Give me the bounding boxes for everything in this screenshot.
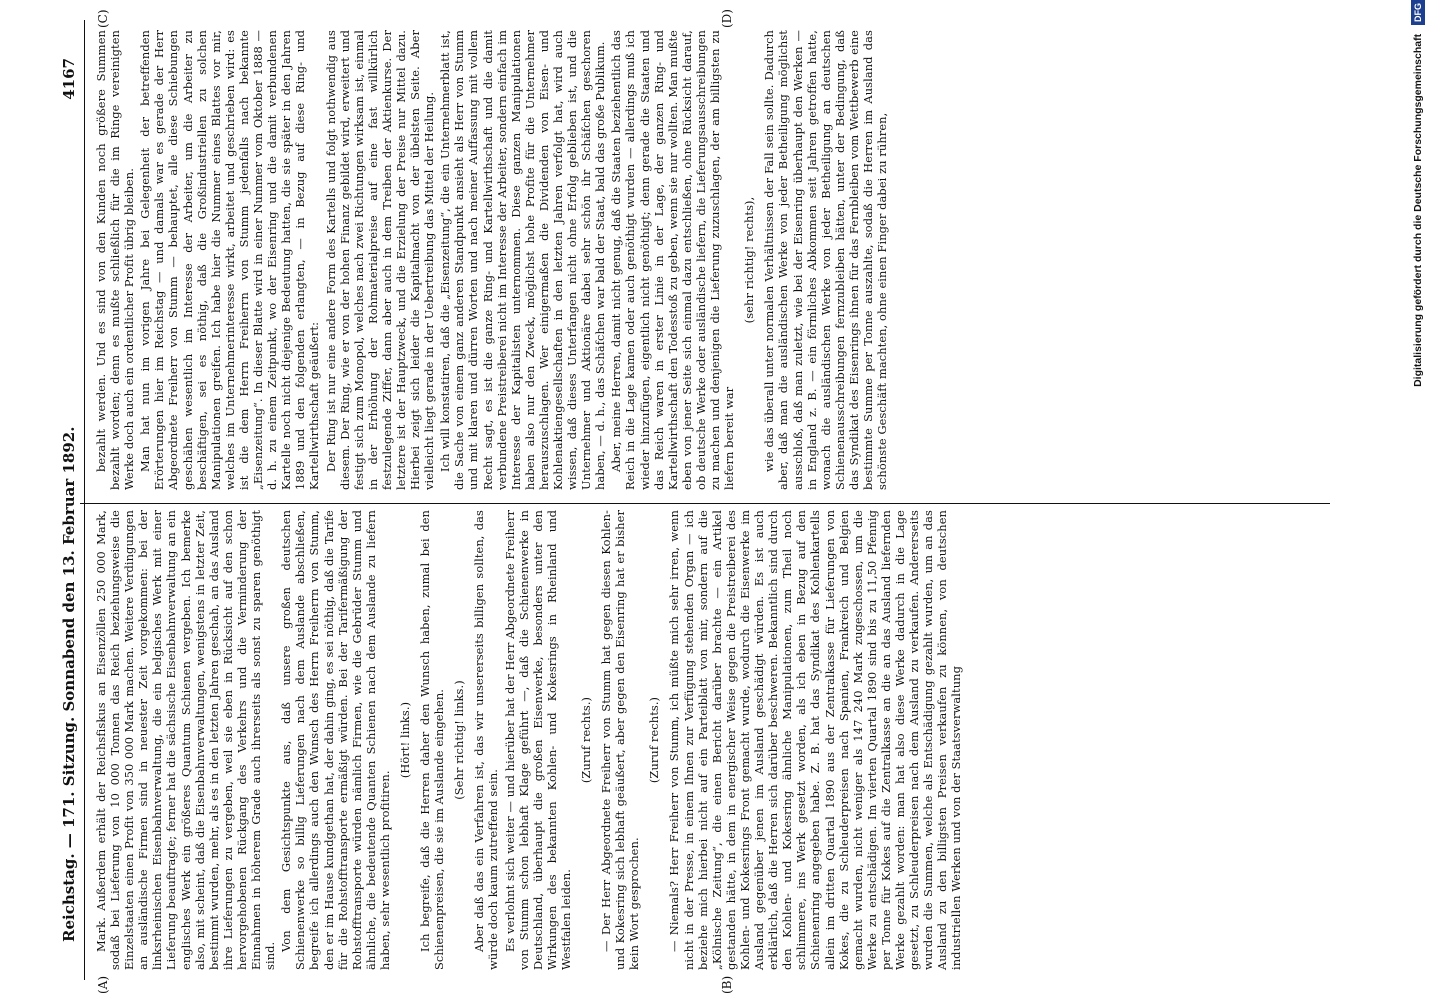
paragraph: Ich will konstatiren, daß die „Eisenzeitung“, die ein Unternehmerblatt ist, die Sache von einem ganz anderen Standpunkt ansieht als Herr von Stumm und mit klaren und dürren Worten und nach meiner Auffassung mit vollem Recht sagt, es ist die ganze Ring- und Kartellwirthschaft und die damit verbundene Preistreiberei nicht im Interesse der Arbeiter, sondern einfach im Interesse der Kapitalisten unternommen. Diese ganzen Manipulationen haben also nur den Zweck, möglichst hohe Profite für die Unternehmer herauszuschlagen. Wer einigermaßen die Dividenden von Eisen- und Kohlenaktiengesellschaften in den letzten Jahren verfolgt hat, wird auch wissen, daß dieses Unterfangen nicht ohne Erfolg geblieben ist, und die Unternehmer und Aktionäre dabei sehr schön ihr Schäfchen geschoren haben, — d. h., das Schäfchen war bald der Staat, bald das große Publikum.	[438, 30, 608, 490]
interjection: (Hört! links.)	[397, 701, 412, 779]
interjection: (sehr richtig! rechts),	[742, 196, 757, 324]
paragraph: Aber, meine Herren, damit nicht genug, daß die Staaten beziehentlich das Reich in die Lage kamen oder auch genöthigt wurden — allerdings muß ich wieder hinzufügen, eigentlich nicht genöthigt; denn gerade die Staaten und das Reich waren in erster Linie in der Lage, der ganzen Ring- und Kartellwirthschaft den Todesstoß zu geben, wenn sie nur wollten. Man mußte eben von jener Seite sich einmal dazu entschließen, ohne Rücksicht darauf, ob deutsche Werke oder ausländische liefern, die Lieferungsausschreibungen zu machen und denjenigen die Lieferung zuzuschlagen, der am billigsten zu liefern bereit war	[609, 30, 737, 490]
paragraph: Man hat nun im vorigen Jahre bei Gelegenheit der betreffenden Erörterungen hier im Reichstag — und damals war es gerade der Herr Abgeordnete Freiherr von Stumm — behauptet, alle diese Schiebungen geschähen wesentlich im Interesse der Arbeiter, um die Arbeiter zu beschäftigen, sei es nöthig, daß die Großindustriellen zu solchen Manipulationen greifen. Ich habe hier die Nummer eines Blattes vor mir, welches im Unternehmerinteresse wirkt, arbeitet und geschrieben wird: es ist die dem Herrn Freiherrn von Stumm jedenfalls nach bekannte „Eisenzeitung“. In dieser Blatte wird in einer Nummer vom Oktober 1888 — d. h. zu einem Zeitpunkt, wo der Eisenring und die damit verbundenen Kartelle noch nicht diejenige Bedeutung hatten, die sie später in den Jahren 1889 und den folgenden erlangten, — in Bezug auf diese Ring- und Kartellwirthschaft geäußert:	[138, 30, 322, 490]
paragraph: — Niemals? Herr Freiherr von Stumm, ich müßte mich sehr irren, wenn nicht in der Presse, in einem Ihnen zur Verfügung stehenden Organ — ich beziehe mich hierbei nicht auf ein Parteiblatt von mir, sondern auf die „Kölnische Zeitung“, die einen Bericht darüber brachte — ein Artikel gestanden hätte, in dem in energischer Weise gegen die Preistreiberei des Kohlen- und Kokesrings Front gemacht wurde, wodurch die Eisenwerke im Ausland gegenüber jenen im Ausland geschädigt würden. Es ist auch erklärlich, daß die Herren sich darüber beschweren. Bekanntlich sind durch den Kohlen- und Kokesring ähnliche Manipulationen, zum Theil noch schlimmere, ins Werk gesetzt worden, als ich eben in Bezug auf den Schienenring angegeben habe. Z. B. hat das Syndikat des Kohlenkartells allein im dritten Quartal 1890 aus der Zentralkasse für Lieferungen von Kokes, die zu Schleuderpreisen nach Spanien, Frankreich und Belgien gemacht wurden, nicht weniger als 147 240 Mark zugeschossen, um die Werke zu entschädigen. Im vierten Quartal 1890 sind bis zu 11,50 Pfennig per Tonne für Kokes auf die Zentralkasse an die an das Ausland liefernden Werke gezahlt worden: man hat also diese Werke dadurch in die Lage gesetzt, zu Schleuderpreisen nach dem Ausland zu verkaufen. Andererseits wurden die Summen, welche als Entschädigung gezahlt wurden, um an das Ausland zu den billigsten Preisen verkaufen zu können, von deutschen industriellen Werken und von der Staatsverwaltung	[667, 510, 964, 970]
paragraph: Aber daß das ein Verfahren ist, das wir unsererseits billigen sollten, das würde doch kaum zutreffend sein.	[472, 510, 501, 970]
margin-marker-c: (C)	[96, 9, 110, 28]
paragraph: Von dem Gesichtspunkte aus, daß unsere großen deutschen Schienenwerke so billig Lieferungen nach dem Auslande abschließen, begreife ich allerdings auch den Wunsch des Herrn Freiherrn von Stumm, den er im Hause kundgethan hat, der dahin ging, es sei nöthig, daß die Tarife für die Rohstofftransporte ermäßigt würden. Bei der Tarifermäßigung der Rohstofftransporte würden nämlich Firmen, wie die Gebrüder Stumm und ähnliche, die bedeutende Quanten Schienen nach dem Auslande zu liefern haben, sehr wesentlich profitiren.	[279, 510, 392, 970]
digitization-credit-text: Digitalisierung gefördert durch die Deutsche Forschungsgemeinschaft	[1412, 33, 1424, 387]
interjection: (Zuruf rechts.)	[647, 696, 662, 784]
digitization-sidebar	[1408, 0, 1428, 1000]
dfg-logo: DFG	[1411, 0, 1425, 25]
paragraph: Der Ring ist nur eine andere Form des Kartells und folgt nothwendig aus diesem. Der Ring, wie er von der hohen Finanz gebildet wird, erweitert und festigt sich zum Monopol, welches nach zwei Richtungen wirksam ist, einmal in der Erhöhung der Rohmaterialpreise auf eine fast willkürlich festzulegende Ziffer, dann aber auch in dem Treiben der Aktienkurse. Der letztere ist der Hauptzweck, und die Erzielung der Preise nur Mittel dazu. Hierbei zeigt sich leider die Kapitalmacht von der übelsten Seite. Aber vielleicht liegt gerade in der Uebertreibung das Mittel der Heilung.	[323, 30, 437, 490]
column-left	[94, 510, 965, 970]
margin-marker-a: (A)	[96, 975, 110, 994]
margin-marker-b: (B)	[720, 975, 734, 994]
digitization-credit	[1408, 0, 1428, 1000]
paragraph: bezahlt werden. Und es sind von den Kunden noch größere Summen bezahlt worden; denn es mußte schließlich für die im Ringe vereinigten Werke doch auch ein ordentlicher Profit übrig bleiben.	[94, 30, 137, 490]
interjection: (Sehr richtig! links.)	[452, 680, 467, 800]
paragraph: Mark. Außerdem erhält der Reichsfiskus an Eisenzöllen 250 000 Mark, sodaß bei Lieferung von 10 000 Tonnen das Reich beziehungsweise die Einzelstaaten einen Profit von 350 000 Mark machen. Weitere Verdingungen an ausländische Firmen sind in neuester Zeit vorgekommen: bei der linksrheinischen Eisenbahnverwaltung, die ein belgisches Werk mit einer Lieferung beauftragte; ferner hat die sächsische Eisenbahnverwaltung an ein englisches Werk ein größeres Quantum Schienen vergeben. Ich bemerke also, mit scheint, daß die Eisenbahnverwaltungen, wenigstens in letzter Zeit, bestimmt wurden, mehr, als es in den letzten Jahren geschah, an das Ausland ihre Lieferungen zu vergeben, weil sie eben in Rücksicht auf den schon hervorgehobenen Rückgang des Verkehrs und die Verminderung der Einnahmen in höherem Grade auch ihrerseits als sonst zu sparen genöthigt sind.	[94, 510, 278, 970]
paragraph: wie das überall unter normalen Verhältnissen der Fall sein sollte. Dadurch aber, daß man die ausländischen Werke von jeder Betheiligung möglichst ausschloß, daß man zuletzt, wie bei der Eisenring überhaupt den Werken — in England z. B. — ein förmliches Abkommen seit Jahren getroffen hatte, wonach die ausländischen Werke von jeder Betheiligung an deutschen Schienenausschreibungen fernzubleiben hätten, unter der Bedingung, daß das Syndikat des Eisenrings ihnen für das Fernbleiben vom Wettbewerb eine bestimmte Summe per Tonne auszahlte, sodaß die Herren im Ausland das schönste Geschäft machten, ohne einen Finger dabei zu rühren,	[762, 30, 890, 490]
interjection: (Zuruf rechts.)	[579, 696, 593, 784]
header-rule	[84, 20, 85, 980]
page-header	[60, 18, 86, 982]
column-divider	[80, 503, 1330, 504]
header-title: Reichstag. — 171. Sitzung. Sonnabend den 13. Februar 1892.	[60, 426, 78, 942]
paragraph: — Der Herr Abgeordnete Freiherr von Stumm hat gegen diesen Kohlen- und Kokesring sich lebhaft geäußert, aber gegen den Eisenring hat er bisher kein Wort gesprochen.	[599, 510, 642, 970]
paragraph: Es verlohnt sich weiter — und hierüber hat der Herr Abgeordnete Freiherr von Stumm schon lebhaft Klage geführt —, daß die Schienenwerke in Deutschland, überhaupt die großen Eisenwerke, besonders unter den Wirkungen des bekannten Kohlen- und Kokesrings in Rheinland und Westfalen leiden.	[502, 510, 573, 970]
margin-marker-d: (D)	[720, 9, 734, 28]
paragraph: Ich begreife, daß die Herren daher den Wunsch haben, zumal bei den Schienenpreisen, die sie im Auslande eingehen.	[418, 510, 447, 970]
page-number: 4167	[60, 58, 78, 100]
column-right	[94, 30, 891, 490]
